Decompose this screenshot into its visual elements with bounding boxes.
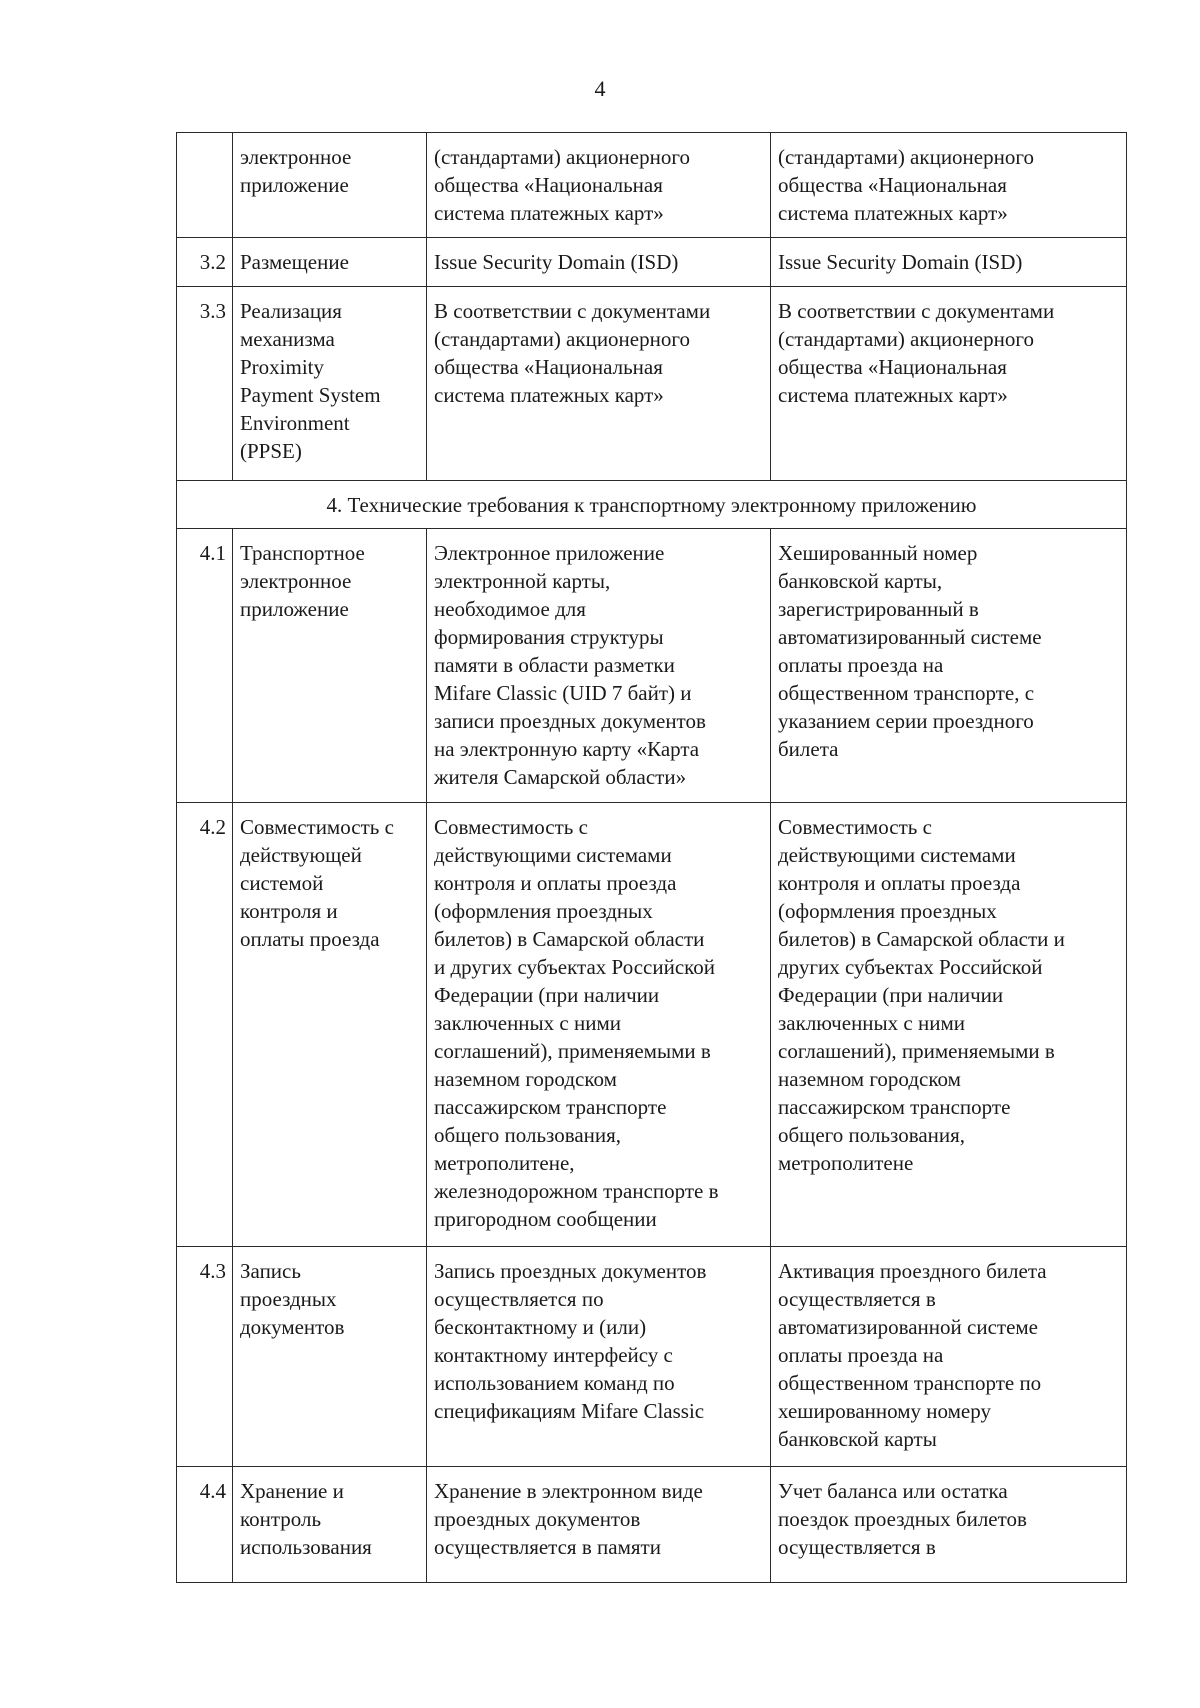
requirement-name: Размещение bbox=[233, 238, 427, 287]
requirement-value-a: Запись проездных документов осуществляется по бесконтактному и (или) контактному интерфейсу с использованием команд по спецификациям Mifare Classic bbox=[427, 1247, 771, 1467]
requirement-name: электронное приложение bbox=[233, 133, 427, 238]
requirement-value-a: В соответствии с документами (стандартами) акционерного общества «Национальная система платежных карт» bbox=[427, 287, 771, 481]
section-title: 4. Технические требования к транспортному электронному приложению bbox=[177, 481, 1127, 529]
row-number: 4.1 bbox=[177, 529, 233, 803]
row-number: 4.2 bbox=[177, 803, 233, 1247]
requirement-value-b: Совместимость с действующими системами контроля и оплаты проезда (оформления проездных билетов) в Самарской области и других субъектах Российской Федерации (при наличии заключенных с ними соглашений), применяемыми в наземном городском пассажирском транспорте общего пользования, метрополитене bbox=[771, 803, 1127, 1247]
requirement-value-a: (стандартами) акционерного общества «Национальная система платежных карт» bbox=[427, 133, 771, 238]
requirements-table bbox=[176, 132, 1127, 1583]
requirement-value-b: Хешированный номер банковской карты, зарегистрированный в автоматизированный системе оплаты проезда на общественном транспорте, с указанием серии проездного билета bbox=[771, 529, 1127, 803]
row-number: 4.3 bbox=[177, 1247, 233, 1467]
row-number bbox=[177, 133, 233, 238]
requirement-name: Совместимость с действующей системой контроля и оплаты проезда bbox=[233, 803, 427, 1247]
requirement-name: Хранение и контроль использования bbox=[233, 1467, 427, 1583]
requirement-name: Реализация механизма Proximity Payment System Environment (PPSE) bbox=[233, 287, 427, 481]
page-number: 4 bbox=[594, 76, 606, 101]
requirement-value-b: (стандартами) акционерного общества «Национальная система платежных карт» bbox=[771, 133, 1127, 238]
requirement-value-b: В соответствии с документами (стандартами) акционерного общества «Национальная система платежных карт» bbox=[771, 287, 1127, 481]
requirement-name: Транспортное электронное приложение bbox=[233, 529, 427, 803]
row-number: 4.4 bbox=[177, 1467, 233, 1583]
row-number: 3.3 bbox=[177, 287, 233, 481]
table-row bbox=[177, 1467, 1127, 1583]
table-row bbox=[177, 803, 1127, 1247]
table-row bbox=[177, 529, 1127, 803]
table-row bbox=[177, 133, 1127, 238]
table-row bbox=[177, 287, 1127, 481]
table-row bbox=[177, 238, 1127, 287]
requirement-value-a: Электронное приложение электронной карты, необходимое для формирования структуры памяти в области разметки Mifare Classic (UID 7 байт) и записи проездных документов на электронную карту «Карта жителя Самарской области» bbox=[427, 529, 771, 803]
requirement-name: Запись проездных документов bbox=[233, 1247, 427, 1467]
requirement-value-b: Учет баланса или остатка поездок проездных билетов осуществляется в bbox=[771, 1467, 1127, 1583]
requirement-value-b: Issue Security Domain (ISD) bbox=[771, 238, 1127, 287]
requirement-value-a: Совместимость с действующими системами контроля и оплаты проезда (оформления проездных билетов) в Самарской области и других субъектах Российской Федерации (при наличии заключенных с ними соглашений), применяемыми в наземном городском пассажирском транспорте общего пользования, метрополитене, железнодорожном транспорте в пригородном сообщении bbox=[427, 803, 771, 1247]
requirement-value-b: Активация проездного билета осуществляется в автоматизированной системе оплаты проезда на общественном транспорте по хешированному номеру банковской карты bbox=[771, 1247, 1127, 1467]
table-row bbox=[177, 1247, 1127, 1467]
row-number: 3.2 bbox=[177, 238, 233, 287]
requirement-value-a: Issue Security Domain (ISD) bbox=[427, 238, 771, 287]
section-header-row bbox=[177, 481, 1127, 529]
requirement-value-a: Хранение в электронном виде проездных документов осуществляется в памяти bbox=[427, 1467, 771, 1583]
